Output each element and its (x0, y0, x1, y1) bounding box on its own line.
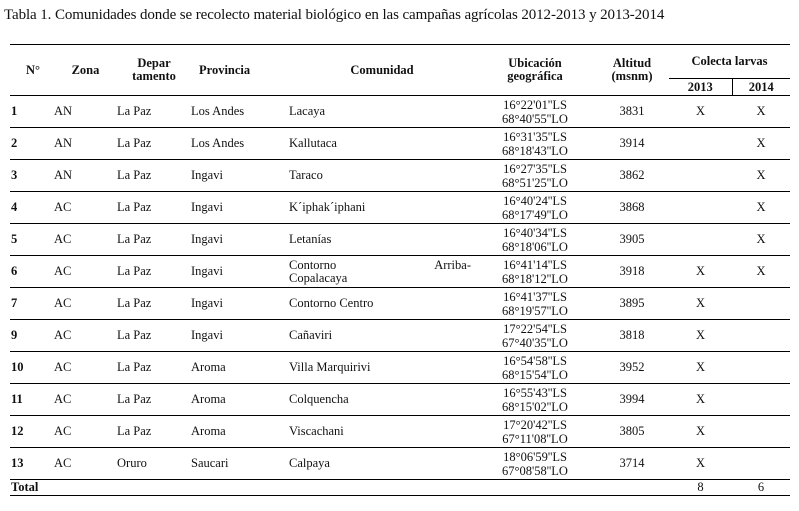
header-colecta-larvas: Colecta larvas (669, 45, 790, 79)
cell-comunidad-line1 (289, 259, 471, 272)
cell-departamento: La Paz (117, 264, 152, 278)
cell-zona: AN (54, 136, 73, 150)
cell-2014: X (756, 104, 766, 118)
header-departamento-line2: tamento (132, 69, 176, 83)
cell-provincia: Ingavi (191, 168, 223, 182)
cell-latitude: 16°22'01''LS (503, 97, 567, 112)
cell-departamento: Oruro (117, 456, 147, 470)
table-row (10, 288, 790, 320)
table-row (10, 416, 790, 448)
cell-zona: AC (54, 456, 72, 470)
cell-latitude: 16°41'14''LS (503, 257, 567, 272)
cell-provincia: Saucari (191, 456, 229, 470)
cell-ubicacion (475, 224, 595, 256)
cell-2013 (669, 160, 732, 192)
cell-latitude: 16°40'34''LS (503, 225, 567, 240)
cell-2013: X (695, 264, 706, 278)
cell-2013 (669, 192, 732, 224)
cell-longitude: 68°51'25''LO (502, 175, 568, 190)
cell-comunidad (289, 256, 475, 288)
cell-comunidad: K´iphak´iphani (289, 200, 366, 214)
cell-2014 (732, 288, 790, 320)
cell-latitude: 16°54'58''LS (503, 353, 567, 368)
cell-longitude: 68°15'02''LO (502, 399, 568, 414)
cell-latitude: 16°31'35''LS (503, 129, 567, 144)
cell-comunidad-line2: Copalacaya (289, 270, 348, 285)
cell-2014: X (756, 168, 766, 182)
header-departamento-line1: Depar (137, 56, 171, 70)
cell-2013: X (695, 296, 706, 310)
cell-2013: X (695, 392, 706, 406)
cell-num: 3 (11, 168, 18, 182)
cell-latitude: 16°40'24''LS (503, 193, 567, 208)
cell-departamento: La Paz (117, 296, 152, 310)
cell-comunidad: Letanías (289, 232, 332, 246)
cell-provincia: Los Andes (191, 104, 245, 118)
header-ubicacion (475, 45, 595, 96)
cell-departamento: La Paz (117, 232, 152, 246)
cell-comunidad: Taraco (289, 168, 323, 182)
table-row (10, 256, 790, 288)
cell-2013: X (695, 328, 706, 342)
cell-num: 9 (11, 328, 18, 342)
header-altitud-line2: (msnm) (611, 69, 653, 83)
cell-altitud: 3895 (619, 296, 645, 310)
header-year-2013: 2013 (687, 79, 713, 94)
cell-longitude: 67°40'35''LO (502, 335, 568, 350)
cell-zona: AC (54, 360, 72, 374)
cell-departamento: La Paz (117, 200, 152, 214)
cell-altitud: 3952 (619, 360, 645, 374)
cell-departamento: La Paz (117, 168, 152, 182)
header-altitud (595, 45, 669, 96)
cell-comunidad: Cañaviri (289, 328, 333, 342)
cell-latitude: 18°06'59''LS (503, 449, 567, 464)
table-row (10, 320, 790, 352)
table-row (10, 192, 790, 224)
cell-altitud: 3914 (619, 136, 645, 150)
cell-num: 11 (11, 392, 23, 406)
cell-num: 6 (11, 264, 18, 278)
cell-ubicacion (475, 96, 595, 128)
table-row (10, 160, 790, 192)
cell-longitude: 68°19'57''LO (502, 303, 568, 318)
cell-departamento: La Paz (117, 392, 152, 406)
cell-ubicacion (475, 288, 595, 320)
cell-2013: X (695, 360, 706, 374)
total-row (10, 480, 790, 496)
cell-num: 5 (11, 232, 18, 246)
cell-latitude: 17°22'54''LS (503, 321, 567, 336)
cell-num: 1 (11, 104, 18, 118)
cell-zona: AN (54, 168, 73, 182)
cell-2014: X (756, 232, 766, 246)
cell-2014 (732, 384, 790, 416)
cell-longitude: 68°17'49''LO (502, 207, 568, 222)
communities-table (10, 44, 790, 496)
table-row (10, 352, 790, 384)
cell-2014 (732, 352, 790, 384)
cell-latitude: 16°27'35''LS (503, 161, 567, 176)
cell-ubicacion (475, 416, 595, 448)
cell-ubicacion (475, 128, 595, 160)
header-ubicacion-line2: geográfica (507, 69, 563, 83)
cell-2013 (669, 224, 732, 256)
cell-latitude: 16°41'37''LS (503, 289, 567, 304)
cell-altitud: 3818 (619, 328, 645, 342)
cell-2013: X (695, 104, 706, 118)
cell-longitude: 68°18'06''LO (502, 239, 568, 254)
cell-altitud: 3918 (619, 264, 645, 278)
cell-num: 7 (11, 296, 18, 310)
total-2014: 6 (757, 480, 765, 494)
cell-altitud: 3805 (619, 424, 645, 438)
cell-provincia: Ingavi (191, 328, 223, 342)
cell-zona: AC (54, 328, 72, 342)
cell-zona: AC (54, 296, 72, 310)
cell-comunidad-word2: Arriba- (434, 257, 471, 272)
cell-comunidad: Colquencha (289, 392, 349, 406)
table-caption: Tabla 1. Comunidades donde se recolecto material biológico en las campañas agrícolas 2012-2013 y 2013-2014 (4, 7, 665, 23)
cell-zona: AC (54, 264, 72, 278)
cell-num: 10 (11, 360, 24, 374)
header-provincia: Provincia (199, 62, 251, 77)
cell-ubicacion (475, 384, 595, 416)
total-label: Total (11, 480, 39, 494)
cell-comunidad: Kallutaca (289, 136, 337, 150)
cell-longitude: 67°11'08''LO (502, 431, 568, 446)
cell-2014 (732, 448, 790, 480)
total-2013: 8 (697, 480, 704, 494)
cell-ubicacion (475, 192, 595, 224)
cell-departamento: La Paz (117, 424, 152, 438)
cell-2013 (669, 128, 732, 160)
cell-altitud: 3714 (619, 456, 645, 470)
cell-ubicacion (475, 256, 595, 288)
cell-altitud: 3831 (619, 104, 645, 118)
cell-zona: AC (54, 392, 72, 406)
cell-provincia: Los Andes (191, 136, 245, 150)
cell-provincia: Aroma (191, 360, 226, 374)
cell-altitud: 3862 (619, 168, 645, 182)
cell-zona: AC (54, 200, 72, 214)
cell-longitude: 67°08'58''LO (502, 463, 568, 478)
cell-provincia: Aroma (191, 424, 226, 438)
cell-2013: X (695, 424, 706, 438)
cell-longitude: 68°18'12''LO (502, 271, 568, 286)
cell-2013: X (695, 456, 706, 470)
table-row (10, 448, 790, 480)
cell-provincia: Ingavi (191, 296, 223, 310)
cell-altitud: 3905 (619, 232, 645, 246)
cell-zona: AC (54, 424, 72, 438)
cell-latitude: 16°55'43''LS (503, 385, 567, 400)
cell-comunidad: Lacaya (289, 104, 326, 118)
cell-num: 13 (11, 456, 24, 470)
cell-zona: AC (54, 232, 72, 246)
cell-provincia: Aroma (191, 392, 226, 406)
header-ubicacion-line1: Ubicación (508, 56, 562, 70)
cell-ubicacion (475, 448, 595, 480)
table-row (10, 384, 790, 416)
cell-provincia: Ingavi (191, 264, 223, 278)
cell-2014 (732, 320, 790, 352)
cell-zona: AN (54, 104, 73, 118)
cell-departamento: La Paz (117, 360, 152, 374)
cell-2014: X (756, 200, 766, 214)
cell-ubicacion (475, 352, 595, 384)
cell-altitud: 3868 (619, 200, 645, 214)
header-zona: Zona (71, 62, 100, 77)
cell-comunidad-word1: Contorno (289, 257, 337, 272)
cell-2014: X (756, 264, 766, 278)
cell-comunidad: Villa Marquirivi (289, 360, 371, 374)
cell-provincia: Ingavi (191, 200, 223, 214)
cell-num: 2 (11, 136, 18, 150)
cell-longitude: 68°40'55''LO (502, 111, 568, 126)
table-header (10, 45, 790, 96)
header-departamento (117, 45, 191, 96)
cell-altitud: 3994 (619, 392, 645, 406)
cell-2014 (732, 416, 790, 448)
table-row (10, 224, 790, 256)
header-altitud-line1: Altitud (612, 56, 652, 70)
table-row (10, 128, 790, 160)
cell-longitude: 68°15'54''LO (502, 367, 568, 382)
cell-ubicacion (475, 320, 595, 352)
cell-comunidad: Viscachani (289, 424, 344, 438)
cell-comunidad: Calpaya (289, 456, 330, 470)
cell-departamento: La Paz (117, 136, 152, 150)
cell-2014: X (756, 136, 766, 150)
cell-comunidad: Contorno Centro (289, 296, 374, 310)
header-year-2014: 2014 (732, 79, 790, 96)
cell-longitude: 68°18'43''LO (502, 143, 568, 158)
header-comunidad: Comunidad (350, 62, 414, 77)
cell-ubicacion (475, 160, 595, 192)
cell-departamento: La Paz (117, 104, 152, 118)
table-row (10, 96, 790, 128)
cell-departamento: La Paz (117, 328, 152, 342)
cell-provincia: Ingavi (191, 232, 223, 246)
table-body (10, 96, 790, 496)
cell-latitude: 17°20'42''LS (503, 417, 567, 432)
cell-num: 12 (11, 424, 24, 438)
header-num: N° (26, 62, 41, 77)
cell-num: 4 (11, 200, 18, 214)
